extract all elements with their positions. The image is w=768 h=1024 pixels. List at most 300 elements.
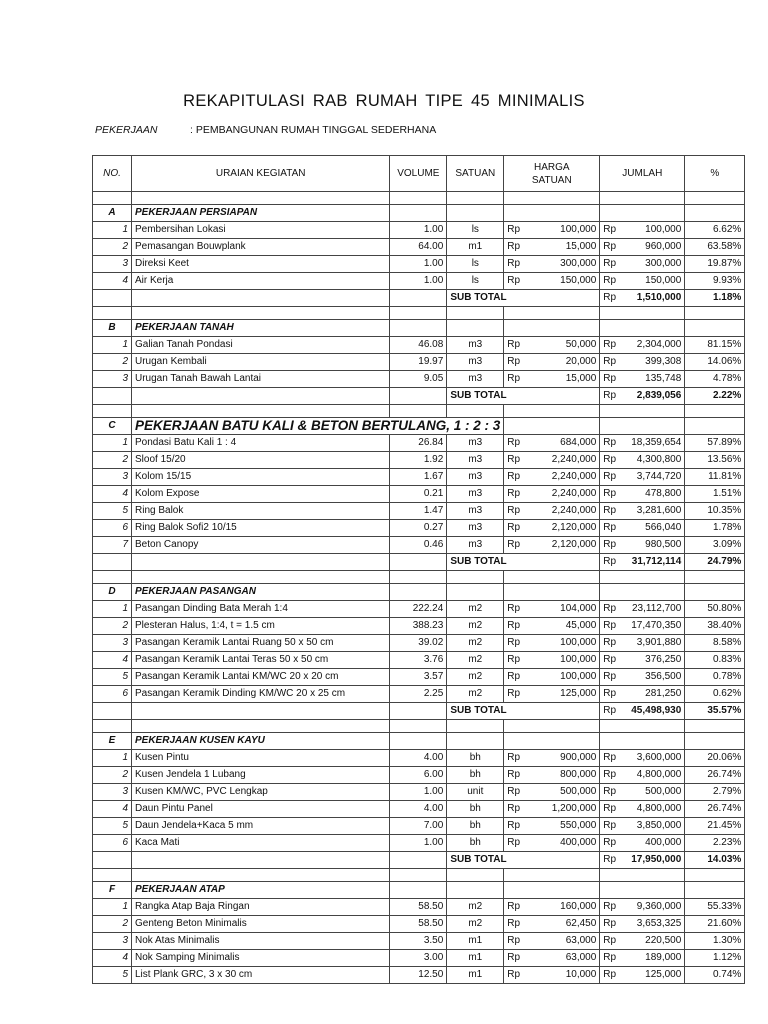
empty-cell xyxy=(132,869,390,882)
jumlah-currency: Rp xyxy=(600,354,625,371)
item-volume: 58.50 xyxy=(390,916,447,933)
table-row xyxy=(93,337,745,354)
item-no: 6 xyxy=(93,686,132,703)
item-satuan: m3 xyxy=(447,486,504,503)
item-volume: 39.02 xyxy=(390,635,447,652)
item-percent: 11.81% xyxy=(685,469,745,486)
section-title: PEKERJAAN KUSEN KAYU xyxy=(132,733,390,750)
harga-currency: Rp xyxy=(504,337,529,354)
empty-cell xyxy=(529,320,600,337)
empty-cell xyxy=(625,418,685,435)
item-percent: 55.33% xyxy=(685,899,745,916)
item-volume: 4.00 xyxy=(390,801,447,818)
item-satuan: m1 xyxy=(447,967,504,984)
item-satuan: m1 xyxy=(447,950,504,967)
table-row xyxy=(93,537,745,554)
empty-cell xyxy=(447,405,504,418)
rab-table xyxy=(92,155,745,984)
empty-cell xyxy=(685,584,745,601)
item-no: 3 xyxy=(93,469,132,486)
item-no: 3 xyxy=(93,371,132,388)
item-satuan: m2 xyxy=(447,899,504,916)
empty-cell xyxy=(504,869,529,882)
harga-currency: Rp xyxy=(504,916,529,933)
empty-cell xyxy=(529,418,600,435)
item-satuan: bh xyxy=(447,818,504,835)
empty-cell xyxy=(504,584,529,601)
subtotal-jumlah: 45,498,930 xyxy=(625,703,685,720)
jumlah-currency: Rp xyxy=(600,750,625,767)
subtotal-label: SUB TOTAL xyxy=(447,852,600,869)
item-description: Pasangan Keramik Lantai Teras 50 x 50 cm xyxy=(132,652,390,669)
table-row xyxy=(93,899,745,916)
empty-cell xyxy=(390,571,447,584)
item-jumlah: 960,000 xyxy=(625,239,685,256)
jumlah-currency: Rp xyxy=(600,686,625,703)
header-satuan: SATUAN xyxy=(447,156,504,192)
item-jumlah: 3,744,720 xyxy=(625,469,685,486)
item-satuan: m2 xyxy=(447,916,504,933)
harga-currency: Rp xyxy=(504,669,529,686)
table-row xyxy=(93,469,745,486)
empty-cell xyxy=(132,852,390,869)
item-jumlah: 4,800,000 xyxy=(625,767,685,784)
item-description: Pondasi Batu Kali 1 : 4 xyxy=(132,435,390,452)
empty-cell xyxy=(93,388,132,405)
item-satuan: m1 xyxy=(447,933,504,950)
item-no: 2 xyxy=(93,354,132,371)
item-harga-satuan: 100,000 xyxy=(529,635,600,652)
table-header-row xyxy=(93,156,745,192)
subtotal-percent: 24.79% xyxy=(685,554,745,571)
empty-cell xyxy=(447,733,504,750)
item-percent: 9.93% xyxy=(685,273,745,290)
table-row xyxy=(93,452,745,469)
subtotal-currency: Rp xyxy=(600,290,625,307)
item-description: Air Kerja xyxy=(132,273,390,290)
empty-cell xyxy=(132,571,390,584)
subtotal-row xyxy=(93,703,745,720)
item-jumlah: 3,600,000 xyxy=(625,750,685,767)
header-uraian: URAIAN KEGIATAN xyxy=(132,156,390,192)
item-harga-satuan: 100,000 xyxy=(529,222,600,239)
item-percent: 21.45% xyxy=(685,818,745,835)
subtotal-percent: 14.03% xyxy=(685,852,745,869)
jumlah-currency: Rp xyxy=(600,435,625,452)
harga-currency: Rp xyxy=(504,750,529,767)
item-harga-satuan: 100,000 xyxy=(529,652,600,669)
item-no: 6 xyxy=(93,835,132,852)
table-row xyxy=(93,950,745,967)
item-volume: 46.08 xyxy=(390,337,447,354)
item-harga-satuan: 2,240,000 xyxy=(529,452,600,469)
empty-cell xyxy=(132,192,390,205)
table-row xyxy=(93,618,745,635)
item-description: Urugan Kembali xyxy=(132,354,390,371)
item-volume: 4.00 xyxy=(390,750,447,767)
item-harga-satuan: 10,000 xyxy=(529,967,600,984)
item-harga-satuan: 550,000 xyxy=(529,818,600,835)
spacer-row xyxy=(93,405,745,418)
item-harga-satuan: 800,000 xyxy=(529,767,600,784)
empty-cell xyxy=(529,571,600,584)
subtotal-label: SUB TOTAL xyxy=(447,290,600,307)
item-harga-satuan: 104,000 xyxy=(529,601,600,618)
empty-cell xyxy=(600,720,625,733)
header-harga: HARGA SATUAN xyxy=(504,156,600,192)
item-jumlah: 478,800 xyxy=(625,486,685,503)
item-jumlah: 399,308 xyxy=(625,354,685,371)
item-jumlah: 100,000 xyxy=(625,222,685,239)
item-satuan: m2 xyxy=(447,686,504,703)
item-no: 2 xyxy=(93,618,132,635)
item-description: Daun Pintu Panel xyxy=(132,801,390,818)
empty-cell xyxy=(600,733,625,750)
empty-cell xyxy=(390,584,447,601)
harga-currency: Rp xyxy=(504,537,529,554)
empty-cell xyxy=(625,882,685,899)
item-volume: 2.25 xyxy=(390,686,447,703)
harga-currency: Rp xyxy=(504,967,529,984)
table-row xyxy=(93,256,745,273)
item-satuan: ls xyxy=(447,222,504,239)
harga-currency: Rp xyxy=(504,635,529,652)
item-volume: 1.67 xyxy=(390,469,447,486)
jumlah-currency: Rp xyxy=(600,784,625,801)
item-volume: 3.50 xyxy=(390,933,447,950)
empty-cell xyxy=(600,418,625,435)
item-volume: 1.00 xyxy=(390,273,447,290)
item-jumlah: 281,250 xyxy=(625,686,685,703)
item-no: 7 xyxy=(93,537,132,554)
item-volume: 1.00 xyxy=(390,222,447,239)
spacer-row xyxy=(93,720,745,733)
item-percent: 10.35% xyxy=(685,503,745,520)
item-satuan: m3 xyxy=(447,503,504,520)
empty-cell xyxy=(93,307,132,320)
item-description: Pasangan Keramik Dinding KM/WC 20 x 25 cm xyxy=(132,686,390,703)
section-code: F xyxy=(93,882,132,899)
empty-cell xyxy=(447,320,504,337)
subtotal-label: SUB TOTAL xyxy=(447,703,600,720)
empty-cell xyxy=(390,733,447,750)
empty-cell xyxy=(93,720,132,733)
item-percent: 1.12% xyxy=(685,950,745,967)
table-row xyxy=(93,801,745,818)
item-satuan: m2 xyxy=(447,652,504,669)
harga-currency: Rp xyxy=(504,469,529,486)
empty-cell xyxy=(93,554,132,571)
item-jumlah: 300,000 xyxy=(625,256,685,273)
empty-cell xyxy=(625,405,685,418)
item-no: 2 xyxy=(93,916,132,933)
item-harga-satuan: 2,240,000 xyxy=(529,486,600,503)
item-jumlah: 3,850,000 xyxy=(625,818,685,835)
empty-cell xyxy=(600,320,625,337)
item-harga-satuan: 2,120,000 xyxy=(529,537,600,554)
empty-cell xyxy=(390,869,447,882)
document-title: REKAPITULASI RAB RUMAH TIPE 45 MINIMALIS xyxy=(183,92,585,110)
item-harga-satuan: 125,000 xyxy=(529,686,600,703)
table-row xyxy=(93,767,745,784)
item-volume: 19.97 xyxy=(390,354,447,371)
empty-cell xyxy=(132,388,390,405)
table-row xyxy=(93,486,745,503)
header-volume: VOLUME xyxy=(390,156,447,192)
item-no: 4 xyxy=(93,950,132,967)
item-harga-satuan: 2,240,000 xyxy=(529,469,600,486)
table-row xyxy=(93,635,745,652)
subtotal-row xyxy=(93,554,745,571)
item-harga-satuan: 150,000 xyxy=(529,273,600,290)
item-harga-satuan: 63,000 xyxy=(529,933,600,950)
empty-cell xyxy=(529,405,600,418)
section-header-row xyxy=(93,584,745,601)
empty-cell xyxy=(600,584,625,601)
item-description: Pasangan Keramik Lantai KM/WC 20 x 20 cm xyxy=(132,669,390,686)
item-description: Pemasangan Bouwplank xyxy=(132,239,390,256)
item-harga-satuan: 62,450 xyxy=(529,916,600,933)
item-no: 4 xyxy=(93,801,132,818)
item-jumlah: 3,653,325 xyxy=(625,916,685,933)
empty-cell xyxy=(390,192,447,205)
empty-cell xyxy=(685,192,745,205)
jumlah-currency: Rp xyxy=(600,618,625,635)
empty-cell xyxy=(390,320,447,337)
item-percent: 1.51% xyxy=(685,486,745,503)
harga-currency: Rp xyxy=(504,371,529,388)
empty-cell xyxy=(390,703,447,720)
item-satuan: m3 xyxy=(447,354,504,371)
item-percent: 50.80% xyxy=(685,601,745,618)
jumlah-currency: Rp xyxy=(600,273,625,290)
empty-cell xyxy=(685,733,745,750)
spacer-row xyxy=(93,307,745,320)
jumlah-currency: Rp xyxy=(600,601,625,618)
empty-cell xyxy=(390,388,447,405)
empty-cell xyxy=(529,869,600,882)
item-volume: 26.84 xyxy=(390,435,447,452)
empty-cell xyxy=(447,571,504,584)
item-no: 4 xyxy=(93,652,132,669)
item-description: Urugan Tanah Bawah Lantai xyxy=(132,371,390,388)
item-satuan: unit xyxy=(447,784,504,801)
harga-currency: Rp xyxy=(504,618,529,635)
empty-cell xyxy=(504,205,529,222)
item-description: Galian Tanah Pondasi xyxy=(132,337,390,354)
empty-cell xyxy=(390,290,447,307)
item-percent: 57.89% xyxy=(685,435,745,452)
item-harga-satuan: 900,000 xyxy=(529,750,600,767)
item-description: Kaca Mati xyxy=(132,835,390,852)
item-satuan: m2 xyxy=(447,635,504,652)
empty-cell xyxy=(132,703,390,720)
empty-cell xyxy=(132,554,390,571)
jumlah-currency: Rp xyxy=(600,669,625,686)
item-volume: 3.00 xyxy=(390,950,447,967)
item-description: Sloof 15/20 xyxy=(132,452,390,469)
table-row xyxy=(93,652,745,669)
item-description: Kusen Pintu xyxy=(132,750,390,767)
jumlah-currency: Rp xyxy=(600,337,625,354)
item-percent: 26.74% xyxy=(685,801,745,818)
item-jumlah: 400,000 xyxy=(625,835,685,852)
item-volume: 1.00 xyxy=(390,256,447,273)
table-row xyxy=(93,784,745,801)
item-no: 1 xyxy=(93,899,132,916)
item-volume: 12.50 xyxy=(390,967,447,984)
item-satuan: m2 xyxy=(447,601,504,618)
item-description: Nok Atas Minimalis xyxy=(132,933,390,950)
item-description: Nok Samping Minimalis xyxy=(132,950,390,967)
empty-cell xyxy=(625,571,685,584)
item-harga-satuan: 2,240,000 xyxy=(529,503,600,520)
empty-cell xyxy=(447,205,504,222)
item-satuan: m2 xyxy=(447,669,504,686)
item-percent: 0.83% xyxy=(685,652,745,669)
spacer-row xyxy=(93,192,745,205)
empty-cell xyxy=(132,290,390,307)
empty-cell xyxy=(625,205,685,222)
item-no: 1 xyxy=(93,222,132,239)
spacer-row xyxy=(93,869,745,882)
item-description: Kolom 15/15 xyxy=(132,469,390,486)
item-description: Kusen KM/WC, PVC Lengkap xyxy=(132,784,390,801)
harga-currency: Rp xyxy=(504,818,529,835)
item-harga-satuan: 684,000 xyxy=(529,435,600,452)
item-satuan: bh xyxy=(447,835,504,852)
item-satuan: m2 xyxy=(447,618,504,635)
empty-cell xyxy=(625,869,685,882)
pekerjaan-line xyxy=(95,124,436,136)
harga-currency: Rp xyxy=(504,239,529,256)
item-volume: 3.76 xyxy=(390,652,447,669)
table-row xyxy=(93,933,745,950)
item-volume: 0.27 xyxy=(390,520,447,537)
item-jumlah: 18,359,654 xyxy=(625,435,685,452)
empty-cell xyxy=(93,571,132,584)
item-percent: 21.60% xyxy=(685,916,745,933)
table-row xyxy=(93,354,745,371)
item-volume: 1.00 xyxy=(390,835,447,852)
item-description: Ring Balok Sofi2 10/15 xyxy=(132,520,390,537)
empty-cell xyxy=(529,192,600,205)
table-row xyxy=(93,916,745,933)
table-row xyxy=(93,686,745,703)
harga-currency: Rp xyxy=(504,520,529,537)
item-no: 5 xyxy=(93,967,132,984)
item-percent: 1.30% xyxy=(685,933,745,950)
item-no: 1 xyxy=(93,750,132,767)
harga-currency: Rp xyxy=(504,354,529,371)
item-no: 4 xyxy=(93,486,132,503)
item-harga-satuan: 63,000 xyxy=(529,950,600,967)
empty-cell xyxy=(685,405,745,418)
item-jumlah: 356,500 xyxy=(625,669,685,686)
empty-cell xyxy=(685,418,745,435)
item-no: 3 xyxy=(93,256,132,273)
item-satuan: m3 xyxy=(447,537,504,554)
empty-cell xyxy=(93,703,132,720)
table-row xyxy=(93,435,745,452)
harga-currency: Rp xyxy=(504,652,529,669)
item-percent: 8.58% xyxy=(685,635,745,652)
item-satuan: m3 xyxy=(447,337,504,354)
empty-cell xyxy=(132,405,390,418)
item-jumlah: 2,304,000 xyxy=(625,337,685,354)
item-satuan: bh xyxy=(447,767,504,784)
jumlah-currency: Rp xyxy=(600,371,625,388)
table-row xyxy=(93,273,745,290)
item-no: 3 xyxy=(93,933,132,950)
empty-cell xyxy=(529,205,600,222)
jumlah-currency: Rp xyxy=(600,916,625,933)
empty-cell xyxy=(390,882,447,899)
jumlah-currency: Rp xyxy=(600,950,625,967)
section-header-row xyxy=(93,882,745,899)
empty-cell xyxy=(447,882,504,899)
item-description: Pembersihan Lokasi xyxy=(132,222,390,239)
item-description: Pasangan Keramik Lantai Ruang 50 x 50 cm xyxy=(132,635,390,652)
jumlah-currency: Rp xyxy=(600,818,625,835)
empty-cell xyxy=(529,584,600,601)
item-no: 3 xyxy=(93,784,132,801)
subtotal-jumlah: 1,510,000 xyxy=(625,290,685,307)
empty-cell xyxy=(504,307,529,320)
item-jumlah: 9,360,000 xyxy=(625,899,685,916)
item-harga-satuan: 500,000 xyxy=(529,784,600,801)
empty-cell xyxy=(447,192,504,205)
item-harga-satuan: 45,000 xyxy=(529,618,600,635)
empty-cell xyxy=(625,307,685,320)
item-jumlah: 4,300,800 xyxy=(625,452,685,469)
table-row xyxy=(93,601,745,618)
harga-currency: Rp xyxy=(504,899,529,916)
subtotal-currency: Rp xyxy=(600,554,625,571)
jumlah-currency: Rp xyxy=(600,222,625,239)
subtotal-percent: 2.22% xyxy=(685,388,745,405)
table-row xyxy=(93,520,745,537)
section-title: PEKERJAAN TANAH xyxy=(132,320,390,337)
empty-cell xyxy=(93,405,132,418)
empty-cell xyxy=(600,882,625,899)
table-row xyxy=(93,371,745,388)
empty-cell xyxy=(132,307,390,320)
item-no: 6 xyxy=(93,520,132,537)
table-row xyxy=(93,750,745,767)
header-jumlah: JUMLAH xyxy=(600,156,685,192)
item-no: 4 xyxy=(93,273,132,290)
item-percent: 2.23% xyxy=(685,835,745,852)
item-satuan: m3 xyxy=(447,371,504,388)
item-volume: 0.46 xyxy=(390,537,447,554)
subtotal-row xyxy=(93,388,745,405)
item-jumlah: 3,901,880 xyxy=(625,635,685,652)
item-no: 2 xyxy=(93,452,132,469)
subtotal-jumlah: 17,950,000 xyxy=(625,852,685,869)
item-satuan: bh xyxy=(447,750,504,767)
empty-cell xyxy=(685,205,745,222)
item-harga-satuan: 20,000 xyxy=(529,354,600,371)
jumlah-currency: Rp xyxy=(600,256,625,273)
section-header-row xyxy=(93,733,745,750)
item-percent: 1.78% xyxy=(685,520,745,537)
jumlah-currency: Rp xyxy=(600,452,625,469)
item-no: 1 xyxy=(93,601,132,618)
item-description: Kolom Expose xyxy=(132,486,390,503)
section-title: PEKERJAAN BATU KALI & BETON BERTULANG, 1 : 2 : 3 xyxy=(132,418,504,435)
empty-cell xyxy=(504,733,529,750)
